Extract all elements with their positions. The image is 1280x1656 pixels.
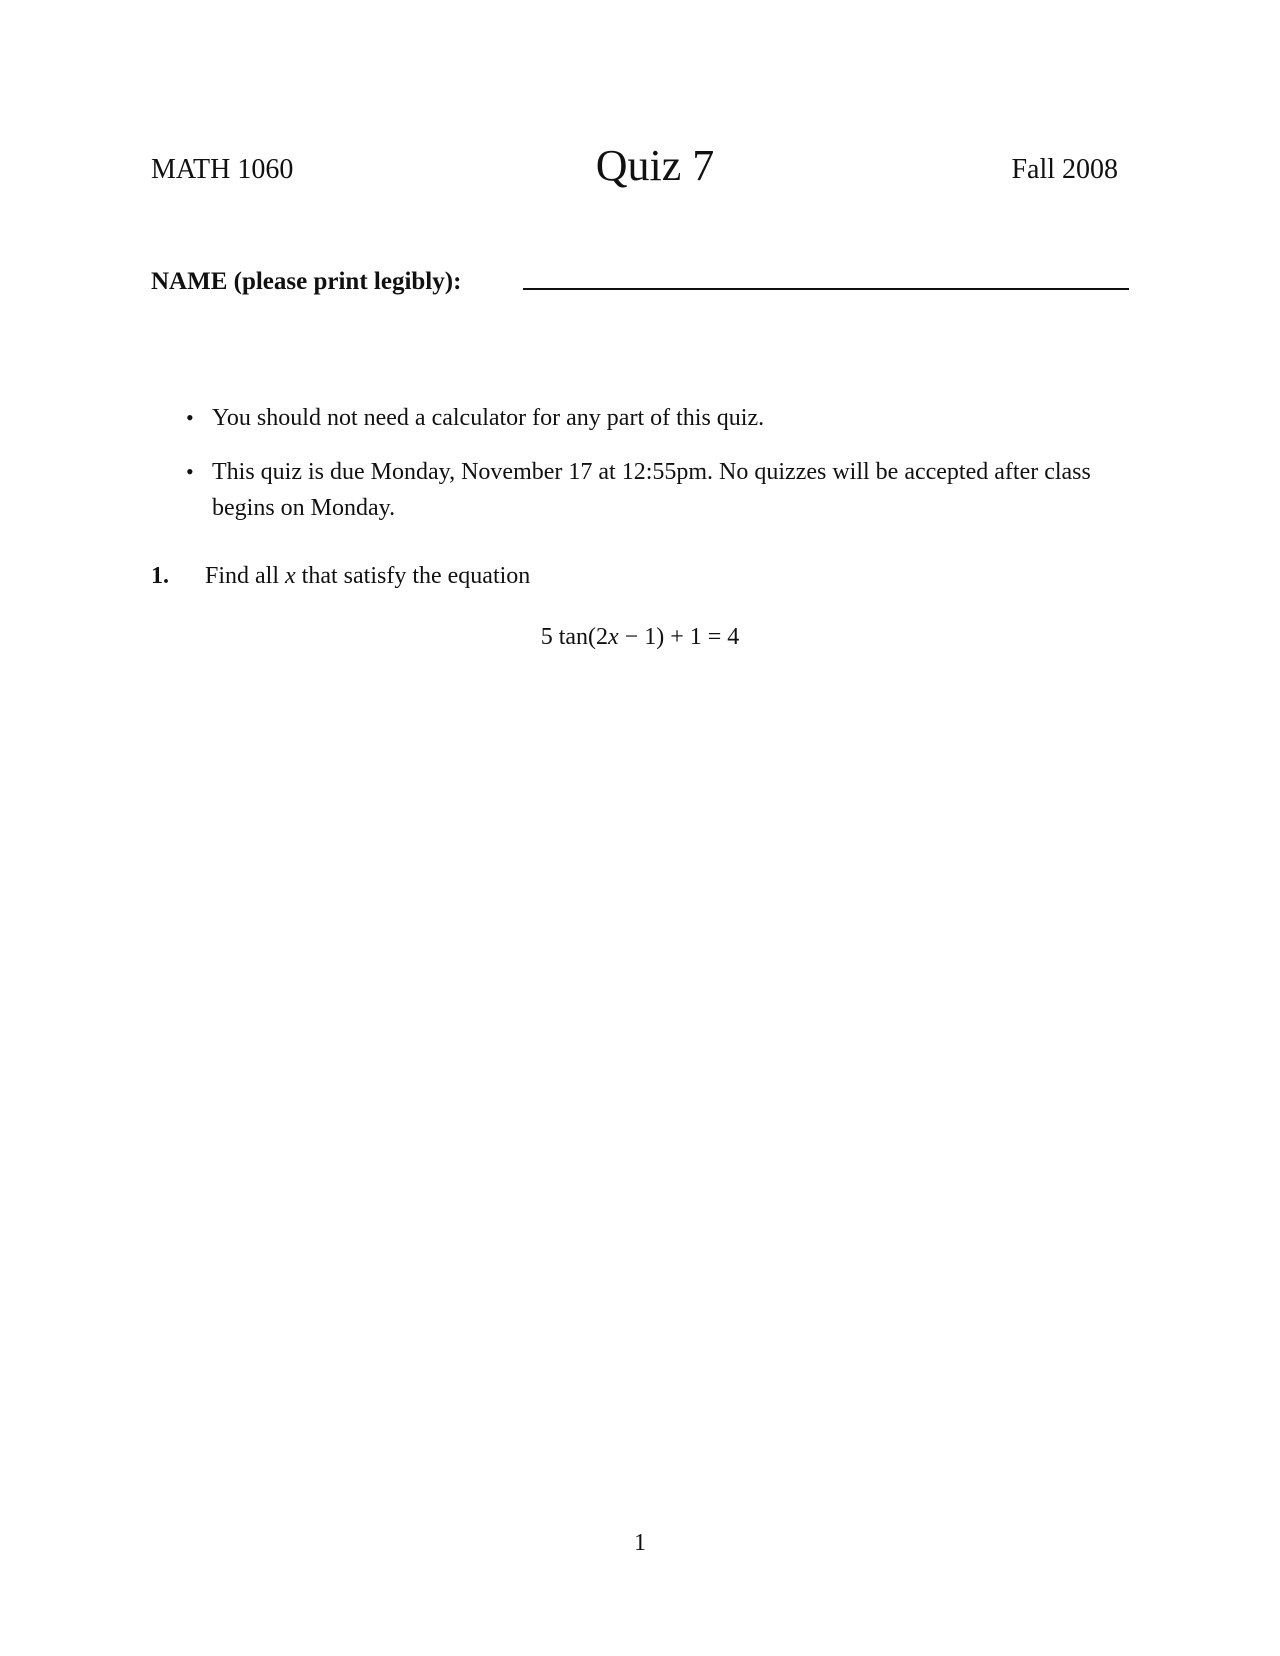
instruction-item: [182, 400, 1130, 436]
equation-part-2: − 1) + 1 = 4: [618, 624, 740, 650]
instructions-list: [182, 400, 1130, 544]
bullet-icon: •: [186, 405, 194, 430]
quiz-title: Quiz 7: [595, 141, 715, 190]
course-code: MATH 1060: [151, 154, 294, 185]
instruction-item: [182, 454, 1130, 526]
name-label: NAME (please print legibly):: [151, 268, 462, 295]
term-label: Fall 2008: [1011, 154, 1118, 185]
name-blank-line: [523, 288, 1129, 290]
page-number: 1: [634, 1530, 646, 1556]
instruction-text: You should not need a calculator for any part of this quiz.: [212, 405, 765, 431]
equation-variable: x: [608, 624, 619, 650]
problem-variable: x: [285, 563, 296, 589]
equation: [430, 619, 850, 655]
problem-number: 1.: [151, 563, 169, 589]
equation-part-1: 5 tan(2: [540, 624, 609, 650]
instruction-text: This quiz is due Monday, November 17 at 12:55pm. No quizzes will be accepted after class begins on Monday.: [212, 459, 1091, 521]
problem-text-after: that satisfy the equation: [295, 563, 531, 589]
problem-text-before: Find all: [205, 563, 286, 589]
bullet-icon: •: [186, 459, 194, 484]
problem-statement: [205, 558, 530, 594]
